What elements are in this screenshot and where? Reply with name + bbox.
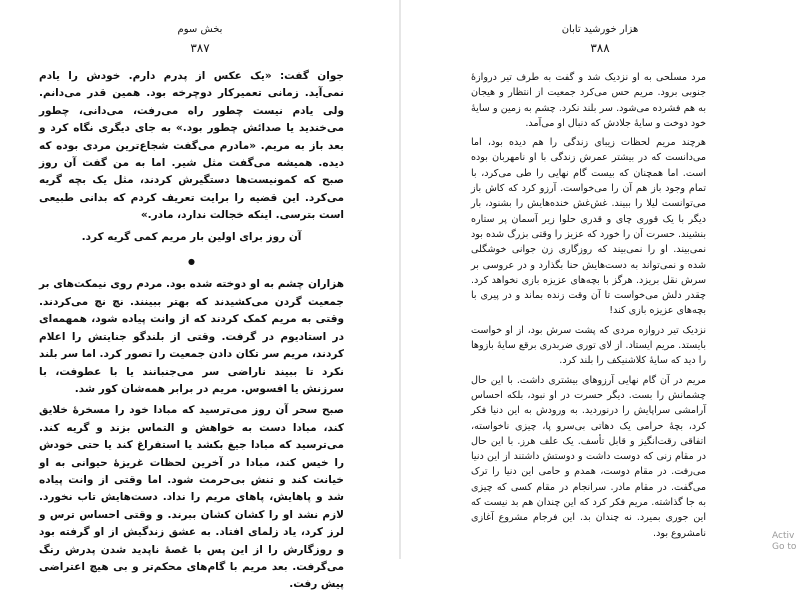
section-title: بخش سوم xyxy=(177,24,223,35)
paragraph: جوان گفت: «یک عکس از پدرم دارم. خودش را یادم نمی‌آید. زمانی تعمیرکار دوچرخه بود. همین قدر می‌دانم. ولی یادم نیست چطور راه می‌رفت، می‌دانی، چطور می‌خندید یا صدائش چطور بود.» به جای دیگری نگاه کرد و بعد باز به مریم. «مادرم می‌گفت شجاع‌ترین مردی بوده که دیده. همیشه می‌گفت مثل شیر. اما به من گفت آن روز صبح که کمونیست‌ها دستگیرش کردند، مثل یک بچه گریه می‌کرد. این قضیه را برایت تعریف کردم که بدانی طبیعی است بترسی. اینکه خجالت ندارد، مادر.» xyxy=(39,70,344,222)
paragraph: آن روز برای اولین بار مریم کمی گریه کرد. xyxy=(81,230,302,243)
paragraph: هزاران چشم به او دوخته شده بود. مردم روی نیمکت‌های بر جمعیت گردن می‌کشیدند که بهتر ببینند. نچ نچ می‌کردند. وقتی به مریم کمک کردند که از وانت پیاده شود، همهمه‌ای در استادیوم در گرفت. وقتی از بلندگو جنایتش را اعلام کردند، مریم سر تکان دادن جمعیت را تصور کرد. اما سر بلند نکرد تا ببیند ناراضی سر می‌جنبانند یا با عطوفت، با سرزنش یا افسوس. مریم در برابر همه‌شان کور شد. xyxy=(39,278,344,395)
right-page-text xyxy=(471,70,706,541)
paragraph: نزدیک تیر دروازه مردی که پشت سرش بود، از او خواست بایستد. مریم ایستاد. از لای توری ضربدری برقع سایهٔ بازوها را دید که سایهٔ کلاشنیکف را بلند کرد. xyxy=(471,324,706,367)
paragraph: مرد مسلحی به او نزدیک شد و گفت به طرف تیر دروازهٔ جنوبی برود. مریم حس می‌کرد جمعیت از انتظار و هیجان به هم فشرده می‌شود. سر بلند نکرد. چشم به زمین و سایهٔ خود دوخت و سایهٔ جلادش که دنبال او می‌آمد. xyxy=(471,72,706,129)
paragraph: مریم در آن گام نهایی آرزوهای بیشتری داشت. با این حال چشمانش را بست. دیگر حسرت در او نبود، بلکه احساس آرامشی سراپایش را درنوردید. به ورودش به این دنیا فکر کرد، بچهٔ حرامی یک دهاتی بی‌سرو پا، چیزی ناخواسته، اتفاقی رقت‌انگیز و قابل تأسف. یک علف هرز. با این حال در مقام زنی که دوست داشت و دوستش داشتند از این دنیا می‌رفت. در مقام دوست، همدم و حامی این دنیا را ترک می‌گفت. در مقام مادر. سرانجام در مقام کسی که چیزی به جا گذاشته. مریم فکر کرد که این چندان هم بد نیست که این جوری بمیرد. نه چندان بد. این فرجام مشروع آغازی نامشروع بود. xyxy=(471,374,706,539)
paragraph: هرچند مریم لحظات زیبای زندگی را هم دیده بود، اما می‌دانست که در بیشتر عمرش زندگی با او نامهربان بوده است. اما همچنان که بیست گام نهایی را طی می‌کرد، با تمام وجود باز هم آن را می‌خواست. آرزو کرد که کاش باز می‌توانست لیلا را ببیند. غش‌غش خنده‌هایش را بشنود، بار دیگر با یک قوری چای و قدری حلوا زیر آسمان پر ستاره بنشیند. حسرت آن را خورد که عزیز را وقتی بزرگ شده بود نمی‌بیند. او را نمی‌بیند که روزگاری زن جوانی خوشگلی شده و نمی‌تواند به دست‌هایش حنا بگذارد و در عروسی بر سرش نقل بریزد. هرگز با بچه‌های عزیزه بازی نخواهد کرد. چقدر دلش می‌خواست تا آن وقت زنده بماند و در پیری با بچه‌های عزیزه بازی کند! xyxy=(471,137,706,317)
left-page-text xyxy=(39,68,344,594)
paragraph: صبح سحر آن روز می‌ترسید که مبادا خود را مسخرهٔ خلایق کند، مبادا دست به خواهش و التماس بزند و گریه کند. می‌ترسید که مبادا جیغ بکشد یا استفراغ کند یا حتی خودش را خیس کند، مبادا در آخرین لحظات غریزهٔ حیوانی به او خیانت کند و تنش بی‌حرمت شود. اما وقتی از وانت پیاده شد و پاهایش، پاهای مریم را نداد. دست‌هایش تاب نخورد. لازم نشد او را کشان کشان ببرند. و وقتی احساس ترس و لرز کرد، یاد زلمای افتاد. به عشق زندگیش از او گرفته بود و روزگارش را از این پس با غصهٔ ناپدید شدن پدرش رنگ می‌گرفت. بعد مریم با گام‌های محکم‌تر و بی هیچ اعتراضی پیش رفت. xyxy=(39,404,344,591)
left-page-header xyxy=(0,24,400,56)
activation-watermark: Activ Go to xyxy=(772,531,797,552)
page-number-right: ۳۸۸ xyxy=(590,41,610,55)
right-page xyxy=(400,0,800,559)
section-separator: ● xyxy=(188,257,195,267)
left-page xyxy=(0,0,400,591)
right-page-header xyxy=(400,24,800,56)
page-number-left: ۳۸۷ xyxy=(190,41,210,55)
book-title: هزار خورشید تابان xyxy=(561,24,639,35)
